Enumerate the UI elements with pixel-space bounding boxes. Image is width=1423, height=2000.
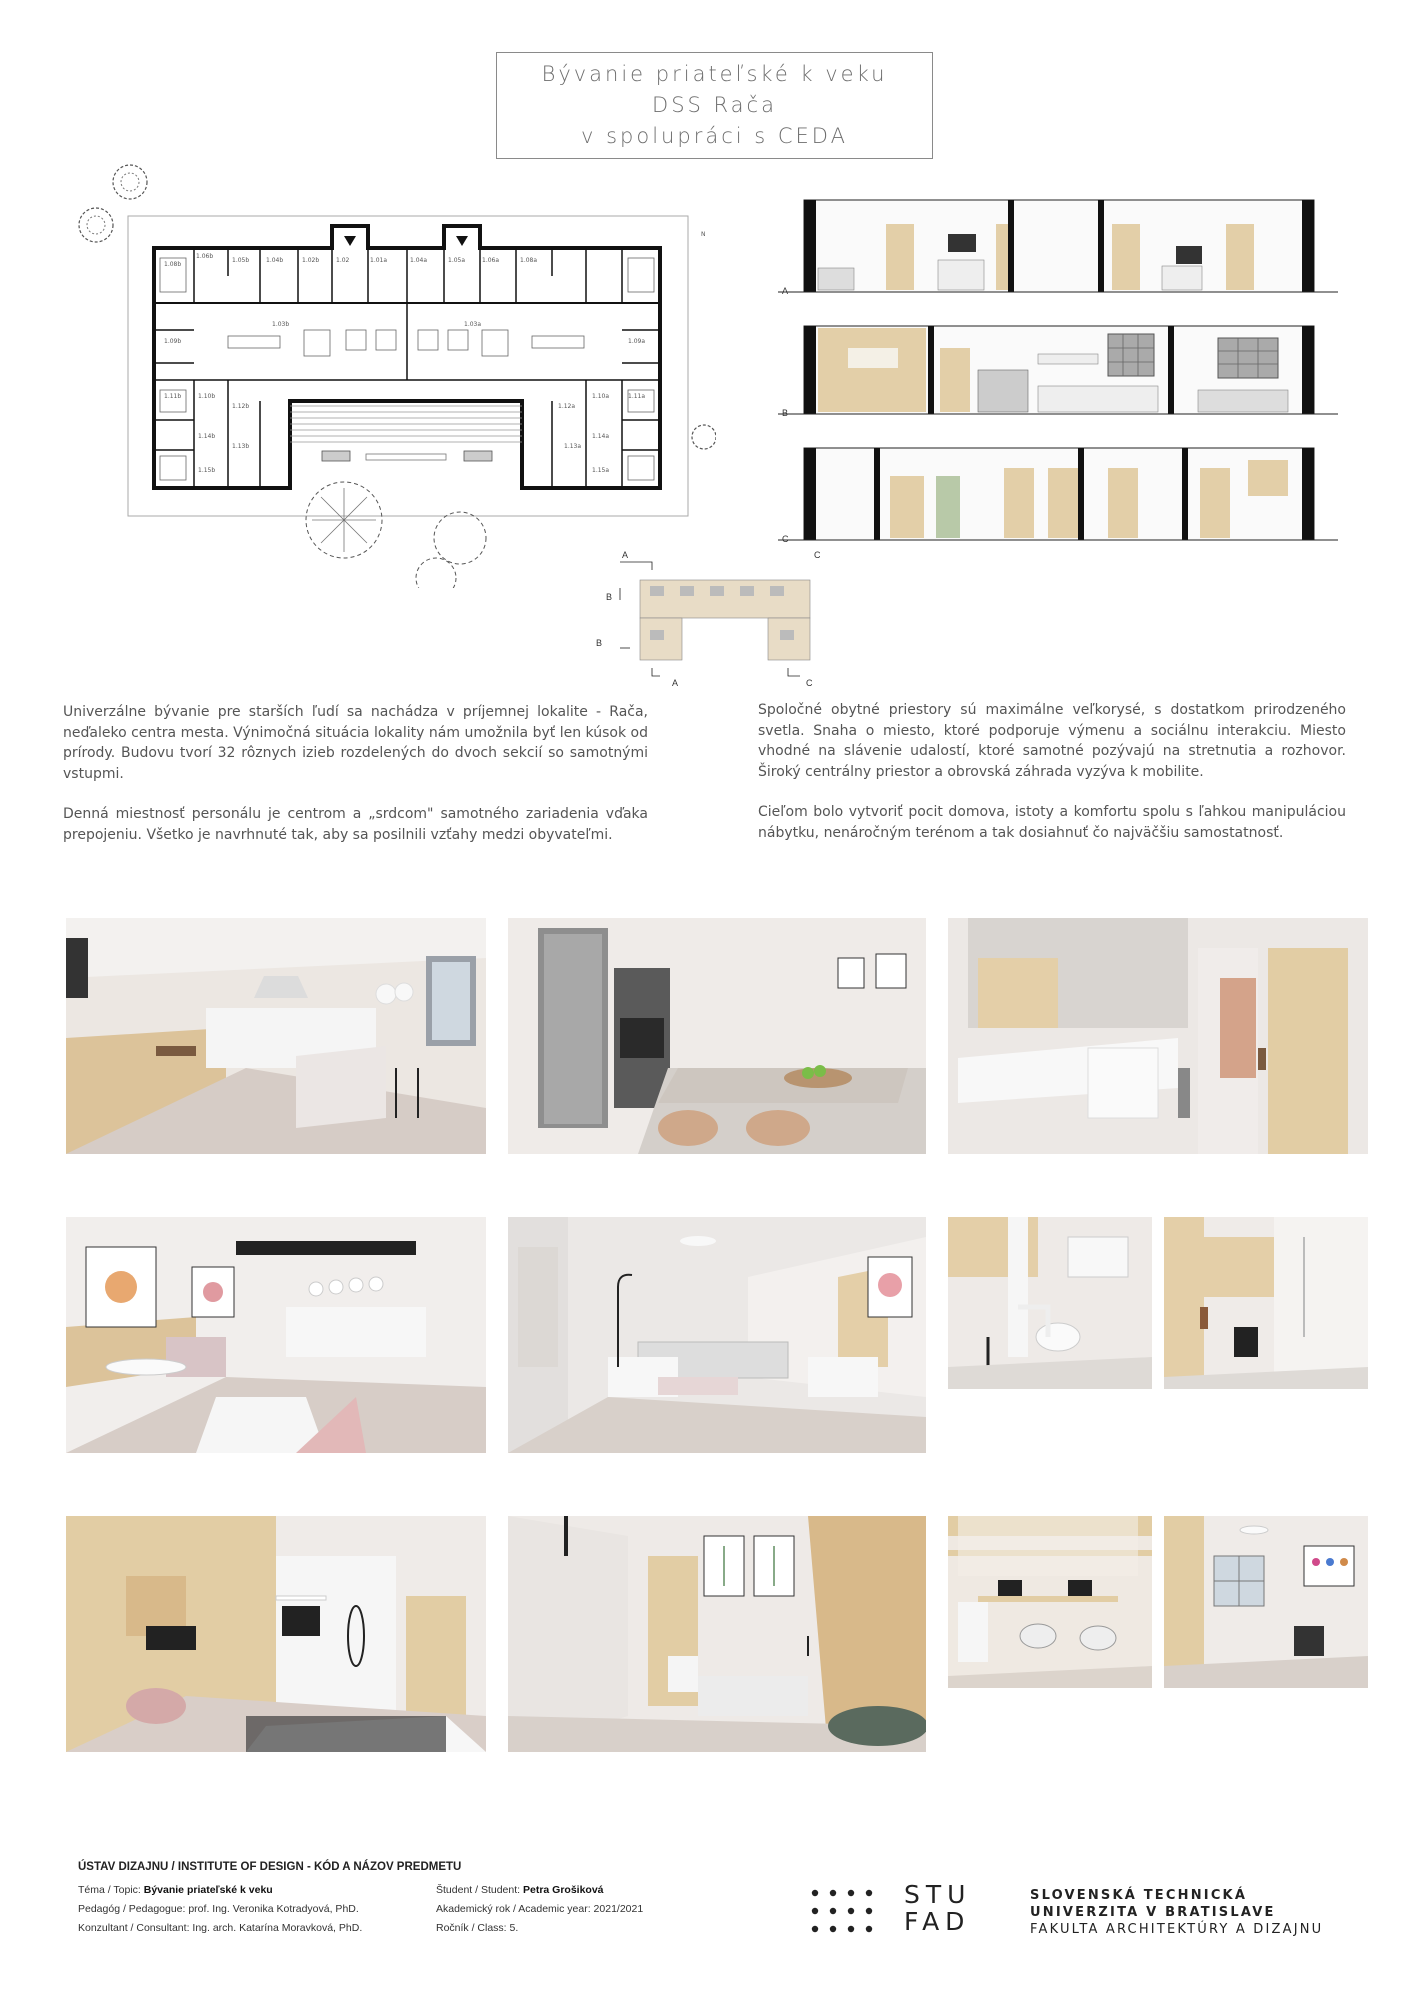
room-label: 1.08b bbox=[164, 261, 182, 268]
floor-plan bbox=[76, 158, 716, 588]
footer-topic-label: Téma / Topic: bbox=[78, 1884, 144, 1896]
sections-drawing bbox=[778, 198, 1338, 548]
room-label: 1.04b bbox=[266, 257, 284, 264]
room-label: 1.08a bbox=[520, 257, 538, 264]
render-bedroom-tv bbox=[66, 1516, 486, 1752]
room-label: 1.03b bbox=[272, 321, 290, 328]
room-label: 1.05b bbox=[232, 257, 250, 264]
footer-student-label: Študent / Student: bbox=[436, 1884, 523, 1896]
room-label: 1.12a bbox=[558, 403, 576, 410]
key-label-a-top: A bbox=[622, 550, 629, 560]
footer-student-value: Petra Grošiková bbox=[522, 1884, 604, 1896]
title-box bbox=[496, 52, 933, 159]
render-kitchen-island bbox=[508, 918, 926, 1154]
description-left-p1: Univerzálne bývanie pre starších ľudí sa nachádza v príjemnej lokalite - Rača, neďaleko centra mesta. Výnimočná situácia lokality nám umožnila byť len kúsok od prírody. Budovu tvorí 32 rôznych izieb rozdelených do dvoch sekcií so samotnými vstupmi. bbox=[63, 704, 648, 782]
room-label: 1.15b bbox=[198, 467, 216, 474]
footer-class: Ročník / Class: 5. bbox=[436, 1922, 519, 1934]
key-label-a-bottom: A bbox=[672, 678, 679, 688]
key-plan-drawing bbox=[590, 550, 820, 690]
footer-consultant: Konzultant / Consultant: Ing. arch. Katarína Moravková, PhD. bbox=[78, 1922, 363, 1934]
title-line-1: Bývanie priateľské k veku bbox=[541, 62, 888, 86]
key-label-c-top: C bbox=[814, 550, 820, 560]
floor-plan-drawing bbox=[76, 158, 716, 588]
render-office-desk bbox=[948, 1516, 1152, 1688]
tree-icon bbox=[113, 165, 147, 199]
stu-fad-logo bbox=[904, 1881, 971, 1935]
room-label: 1.02b bbox=[302, 257, 320, 264]
title-line-3: v spolupráci s CEDA bbox=[581, 124, 848, 148]
room-label: 1.11b bbox=[164, 393, 182, 400]
render-bathroom-vanity bbox=[948, 918, 1368, 1154]
room-label: 1.03a bbox=[464, 321, 482, 328]
university-line-3: FAKULTA ARCHITEKTÚRY A DIZAJNU bbox=[1030, 1922, 1324, 1937]
room-label: 1.01a bbox=[370, 257, 388, 264]
room-label: 1.11a bbox=[628, 393, 646, 400]
room-label: 1.05a bbox=[448, 257, 466, 264]
university-name bbox=[1030, 1887, 1323, 1938]
university-line-1: SLOVENSKÁ TECHNICKÁ bbox=[1030, 1888, 1248, 1903]
logo-fad: FAD bbox=[904, 1907, 971, 1936]
room-label: 1.15a bbox=[592, 467, 610, 474]
key-label-c-bottom: C bbox=[806, 678, 813, 688]
room-label: 1.14a bbox=[592, 433, 610, 440]
room-label: 1.02 bbox=[336, 257, 350, 264]
description-left-p2: Denná miestnosť personálu je centrom a „srdcom" samotného zariadenia vďaka prepojeniu. Všetko je navrhnuté tak, aby sa posilnili vzťahy medzi obyvateľmi. bbox=[63, 806, 648, 843]
footer-pedagogue: Pedagóg / Pedagogue: prof. Ing. Veronika Kotradyová, PhD. bbox=[78, 1903, 359, 1915]
room-label: 1.09a bbox=[628, 338, 646, 345]
room-label: 1.04a bbox=[410, 257, 428, 264]
room-label: 1.13a bbox=[564, 443, 582, 450]
render-living-room bbox=[508, 1217, 926, 1453]
render-kitchen-dining bbox=[66, 918, 486, 1154]
description-right-p2: Cieľom bolo vytvoriť pocit domova, istoty a komfortu spolu s ľahkou manipuláciou nábytku, nenáročným terénom a tak dosiahnuť čo najväčšiu samostatnosť. bbox=[758, 804, 1346, 841]
render-lounge bbox=[66, 1217, 486, 1453]
section-b bbox=[778, 326, 1338, 418]
tree-icon bbox=[692, 425, 716, 449]
render-bedroom-window bbox=[1164, 1516, 1368, 1688]
section-label-b: B bbox=[782, 408, 789, 418]
render-bathroom-toilet bbox=[948, 1217, 1152, 1389]
render-bedroom bbox=[508, 1516, 926, 1752]
stu-dots-logo bbox=[809, 1885, 899, 1945]
section-label-a: A bbox=[782, 286, 789, 296]
room-label: 1.06a bbox=[482, 257, 500, 264]
room-label: 1.10a bbox=[592, 393, 610, 400]
footer-year: Akademický rok / Academic year: 2021/2021 bbox=[436, 1903, 644, 1915]
footer-institute: ÚSTAV DIZAJNU / INSTITUTE OF DESIGN - KÓD A NÁZOV PREDMETU bbox=[78, 1861, 462, 1873]
footer bbox=[78, 1861, 1358, 1981]
svg-text:N: N bbox=[701, 231, 706, 238]
footer-student bbox=[436, 1884, 604, 1896]
tree-icon bbox=[79, 208, 113, 242]
description-right bbox=[758, 700, 1346, 863]
description-left bbox=[63, 702, 648, 865]
room-label: 1.13b bbox=[232, 443, 250, 450]
logo-stu: STU bbox=[904, 1880, 972, 1909]
key-label-b-bottom: B bbox=[596, 638, 603, 648]
room-label: 1.10b bbox=[198, 393, 216, 400]
section-label-c: C bbox=[782, 534, 789, 544]
tree-icon bbox=[306, 482, 382, 558]
section-a bbox=[778, 200, 1338, 296]
render-bathroom-shower bbox=[1164, 1217, 1368, 1389]
section-c bbox=[778, 448, 1338, 544]
title-line-2: DSS Rača bbox=[652, 93, 777, 117]
key-label-b-left: B bbox=[606, 592, 613, 602]
key-plan bbox=[590, 550, 820, 690]
room-label: 1.14b bbox=[198, 433, 216, 440]
footer-topic bbox=[78, 1884, 273, 1896]
footer-topic-value: Bývanie priateľské k veku bbox=[143, 1884, 273, 1896]
description-right-p1: Spoločné obytné priestory sú maximálne veľkorysé, s dostatkom prirodzeného svetla. Snaha o miesto, ktoré podporuje výmenu a sociálnu interakciu. Miesto vhodné na slávenie udalostí, ktoré samotné pozývajú na stretnutia a rozhovor. Široký centrálny priestor a obrovská záhrada vyzýva k mobilite. bbox=[758, 702, 1346, 780]
tree-icon bbox=[416, 512, 486, 588]
room-label: 1.12b bbox=[232, 403, 250, 410]
room-label: 1.09b bbox=[164, 338, 182, 345]
sections bbox=[778, 198, 1338, 548]
room-label: 1.06b bbox=[196, 253, 214, 260]
university-line-2: UNIVERZITA V BRATISLAVE bbox=[1030, 1905, 1276, 1920]
